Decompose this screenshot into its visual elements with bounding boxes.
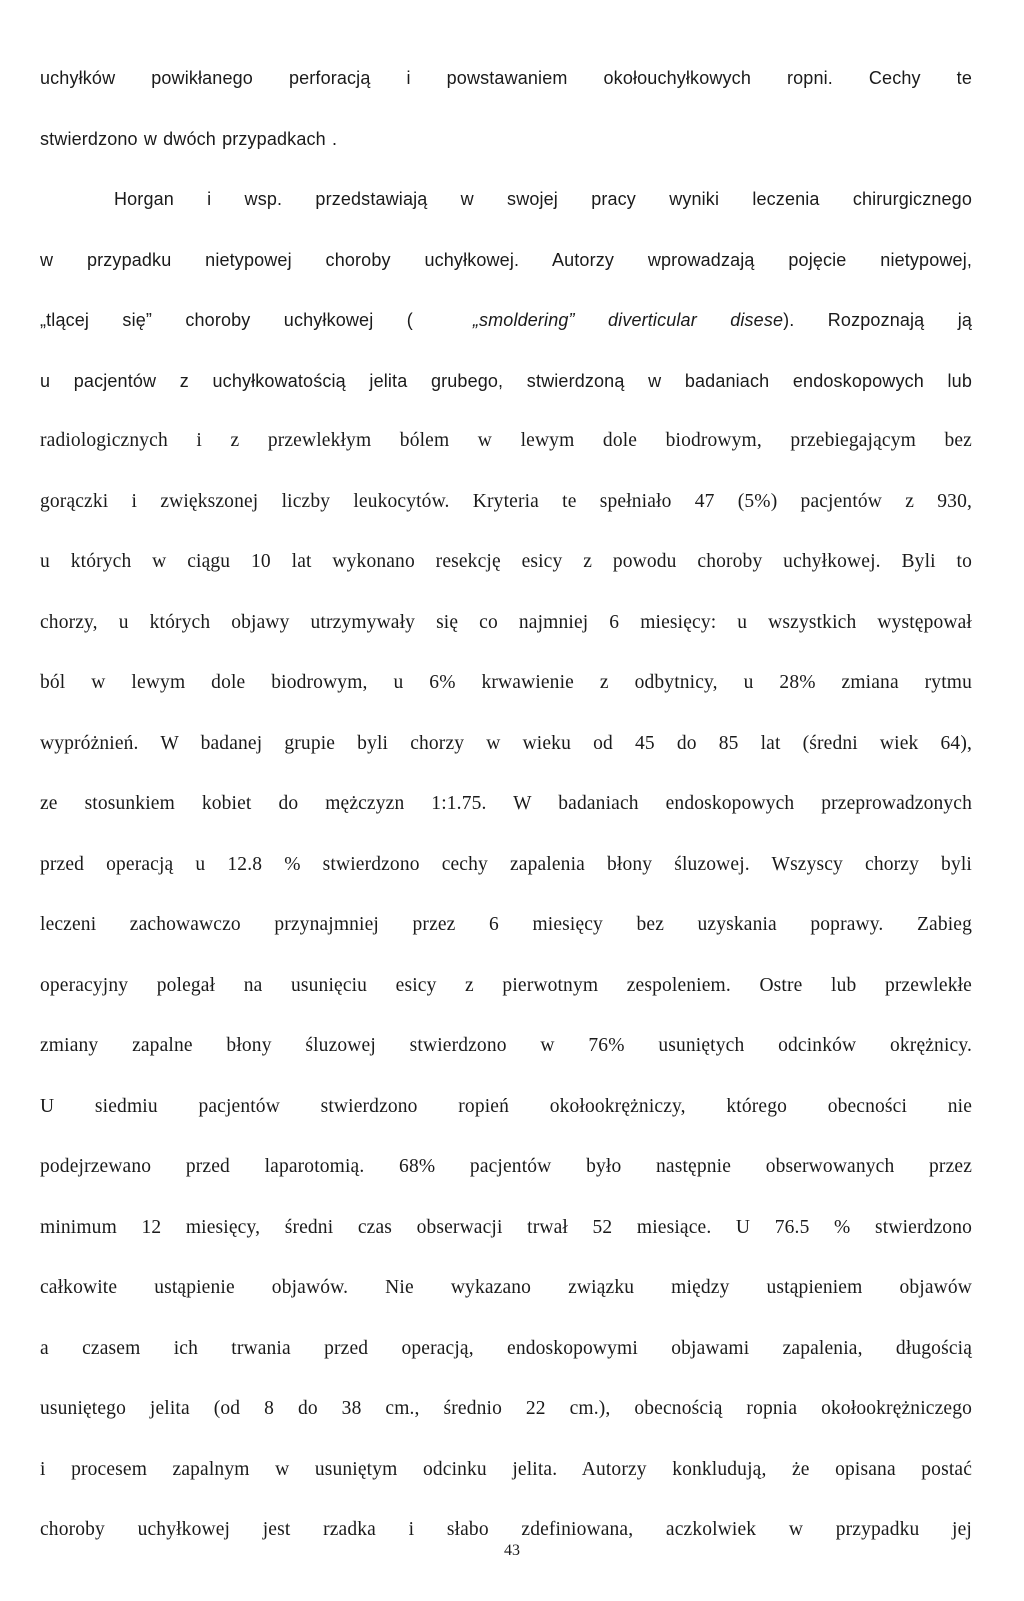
- text-line-18: U siedmiu pacjentów stwierdzono ropień okołookrężniczy, którego obecności nie: [40, 1095, 972, 1117]
- text-line-13: ze stosunkiem kobiet do mężczyzn 1:1.75. W badaniach endoskopowych przeprowadzonych: [40, 793, 972, 814]
- text-line-1: uchyłków powikłanego perforacją i powstawaniem okołouchyłkowych ropni. Cechy te: [40, 68, 972, 88]
- text-line-16: operacyjny polegał na usunięciu esicy z pierwotnym zespoleniem. Ostre lub przewlekłe: [40, 974, 972, 996]
- text-line-25: choroby uchyłkowej jest rzadka i słabo zdefiniowana, aczkolwiek w przypadku jej: [40, 1519, 972, 1540]
- text-line-23: usuniętego jelita (od 8 do 38 cm., średnio 22 cm.), obecnością ropnia okołookrężniczego: [40, 1398, 972, 1419]
- text-line-8: gorączki i zwiększonej liczby leukocytów. Kryteria te spełniało 47 (5%) pacjentów z 930,: [40, 490, 972, 512]
- text-line-10: chorzy, u których objawy utrzymywały się co najmniej 6 miesięcy: u wszystkich występował: [40, 611, 972, 633]
- text-line-14: przed operacją u 12.8 % stwierdzono cechy zapalenia błony śluzowej. Wszyscy chorzy byli: [40, 853, 972, 875]
- text-line-15: leczeni zachowawczo przynajmniej przez 6 miesięcy bez uzyskania poprawy. Zabieg: [40, 914, 972, 935]
- text-line-17: zmiany zapalne błony śluzowej stwierdzono w 76% usuniętych odcinków okrężnicy.: [40, 1035, 972, 1056]
- text-line-20: minimum 12 miesięcy, średni czas obserwacji trwał 52 miesiące. U 76.5 % stwierdzono: [40, 1216, 972, 1238]
- text-line-5: [40, 290, 972, 351]
- text-line-11: ból w lewym dole biodrowym, u 6% krwawienie z odbytnicy, u 28% zmiana rytmu: [40, 672, 972, 693]
- text-line-2: stwierdzono w dwóch przypadkach .: [40, 128, 338, 149]
- text-line-4: w przypadku nietypowej choroby uchyłkowej. Autorzy wprowadzają pojęcie nietypowej,: [40, 249, 972, 270]
- text-line-22: a czasem ich trwania przed operacją, endoskopowymi objawami zapalenia, długością: [40, 1337, 972, 1359]
- page-number: 43: [504, 1542, 520, 1559]
- text-line-7: radiologicznych i z przewlekłym bólem w lewym dole biodrowym, przebiegającym bez: [40, 430, 972, 451]
- text-line-5-end: ). Rozpoznają ją: [783, 310, 973, 330]
- text-line-19: podejrzewano przed laparotomią. 68% pacjentów było następnie obserwowanych przez: [40, 1156, 972, 1177]
- text-line-9: u których w ciągu 10 lat wykonano resekcję esicy z powodu choroby uchyłkowej. Byli to: [40, 551, 972, 572]
- english-term: „smoldering” diverticular disese: [472, 310, 784, 330]
- text-line-21: całkowite ustąpienie objawów. Nie wykazano związku między ustąpieniem objawów: [40, 1277, 972, 1298]
- body-text: [40, 48, 972, 1561]
- text-line-24: i procesem zapalnym w usuniętym odcinku jelita. Autorzy konkludują, że opisana postać: [40, 1458, 972, 1480]
- text-line-5-start: „tlącej się” choroby uchyłkowej (: [40, 310, 413, 330]
- text-line-12: wypróżnień. W badanej grupie byli chorzy w wieku od 45 do 85 lat (średni wiek 64),: [40, 732, 972, 754]
- text-line-3: Horgan i wsp. przedstawiają w swojej pracy wyniki leczenia chirurgicznego: [114, 189, 972, 209]
- text-line-6: u pacjentów z uchyłkowatością jelita grubego, stwierdzoną w badaniach endoskopowych lub: [40, 370, 972, 391]
